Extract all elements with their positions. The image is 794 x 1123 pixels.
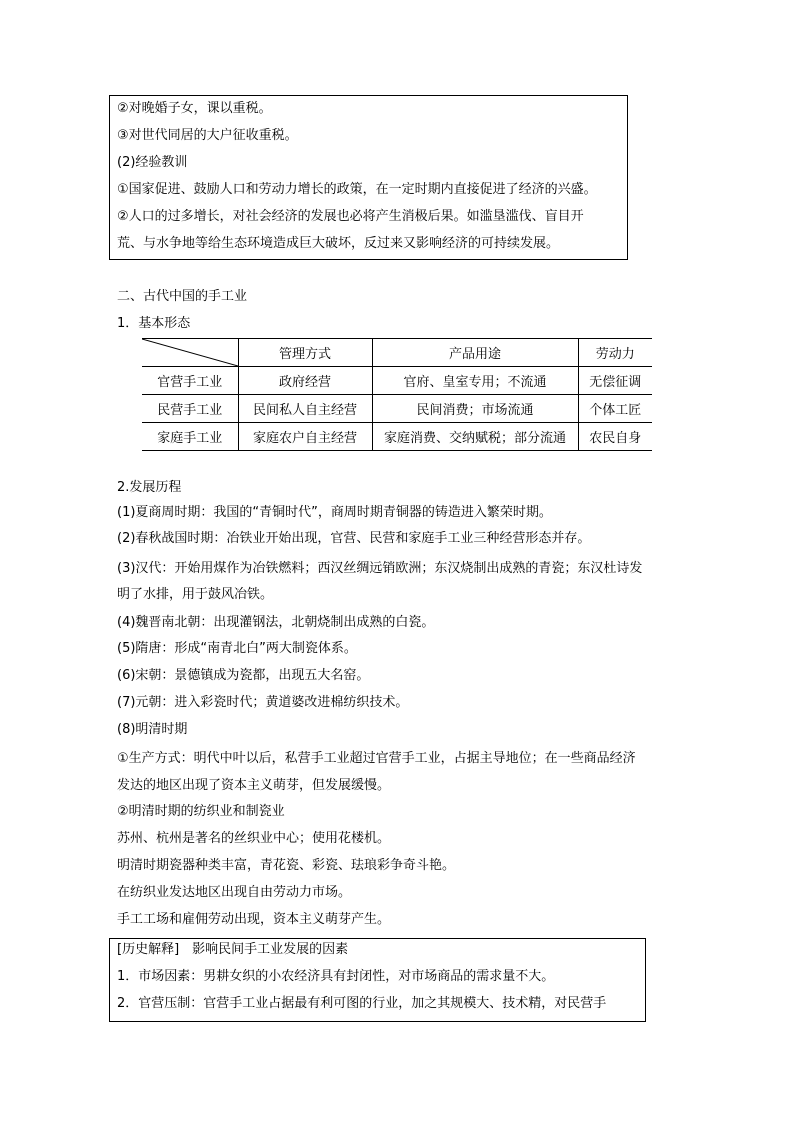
history-line: (2)春秋战国时期：冶铁业开始出现，官营、民营和家庭手工业三种经营形态并存。: [117, 531, 591, 546]
table-cell: 农民自身: [578, 423, 652, 451]
table-header-cell: 劳动力: [578, 339, 652, 367]
history-line: 在纺织业发达地区出现自由劳动力市场。: [117, 885, 352, 900]
explanation-line: 2．官营压制：官营手工业占据最有利可图的行业，加之其规模大、技术精，对民营手: [117, 996, 607, 1011]
subsection-title-history: 2.发展历程: [117, 480, 182, 495]
table-row-label: 民营手工业: [142, 395, 238, 423]
history-line: 明了水排，用于鼓风冶铁。: [117, 587, 274, 602]
table-cell: 政府经营: [238, 367, 372, 395]
history-line: 手工工场和雇佣劳动出现，资本主义萌芽产生。: [117, 912, 391, 927]
history-line: 明清时期瓷器种类丰富，青花瓷、彩瓷、珐琅彩争奇斗艳。: [117, 858, 456, 873]
history-line: (4)魏晋南北朝：出现灌钢法，北朝烧制出成熟的白瓷。: [117, 615, 435, 630]
table-corner-cell: [142, 339, 238, 367]
box-top-line-6: 荒、与水争地等给生态环境造成巨大破坏，反过来又影响经济的可持续发展。: [117, 236, 560, 251]
history-line: ①生产方式：明代中叶以后，私营手工业超过官营手工业，占据主导地位；在一些商品经济: [117, 751, 636, 766]
table-row-label: 官营手工业: [142, 367, 238, 395]
table-header-cell: 产品用途: [372, 339, 578, 367]
table-cell: 民间消费；市场流通: [372, 395, 578, 423]
box-top-line-4: ①国家促进、鼓励人口和劳动力增长的政策，在一定时期内直接促进了经济的兴盛。: [117, 182, 597, 197]
history-line: (5)隋唐：形成“南青北白”两大制瓷体系。: [117, 641, 357, 656]
table-row: [142, 423, 652, 451]
history-line: 发达的地区出现了资本主义萌芽，但发展缓慢。: [117, 778, 391, 793]
history-line: (8)明清时期: [117, 722, 188, 737]
history-line: (7)元朝：进入彩瓷时代；黄道婆改进棉纺织技术。: [117, 695, 409, 710]
table-cell: 民间私人自主经营: [238, 395, 372, 423]
handicraft-forms-table: [142, 338, 652, 451]
history-line: (3)汉代：开始用煤作为冶铁燃料；西汉丝绸远销欧洲；东汉烧制出成熟的青瓷；东汉杜诗发: [117, 561, 643, 576]
table-cell: 官府、皇室专用；不流通: [372, 367, 578, 395]
box-top-line-5: ②人口的过多增长，对社会经济的发展也必将产生消极后果。如滥垦滥伐、盲目开: [117, 209, 584, 224]
table-cell: 个体工匠: [578, 395, 652, 423]
table-header-cell: 管理方式: [238, 339, 372, 367]
explanation-line: 1．市场因素：男耕女织的小农经济具有封闭性，对市场商品的需求量不大。: [117, 969, 555, 984]
table-cell: 家庭消费、交纳赋税；部分流通: [372, 423, 578, 451]
table-row: [142, 367, 652, 395]
subsection-title-forms: 1．基本形态: [117, 316, 191, 331]
box-top-line-2: ③对世代同居的大户征收重税。: [117, 128, 298, 143]
explanation-title: [历史解释] 影响民间手工业发展的因素: [117, 942, 349, 957]
history-line: 苏州、杭州是著名的丝织业中心；使用花楼机。: [117, 831, 391, 846]
box-top-line-3: (2)经验教训: [117, 155, 188, 170]
history-line: (1)夏商周时期：我国的“青铜时代”，商周时期青铜器的铸造进入繁荣时期。: [117, 505, 552, 520]
table-cell: 无偿征调: [578, 367, 652, 395]
table-header-row: [142, 339, 652, 367]
table-row-label: 家庭手工业: [142, 423, 238, 451]
section-title: 二、古代中国的手工业: [117, 289, 248, 304]
history-line: (6)宋朝：景德镇成为瓷都，出现五大名窑。: [117, 668, 370, 683]
history-line: ②明清时期的纺织业和制瓷业: [117, 804, 285, 819]
table-row: [142, 395, 652, 423]
table-cell: 家庭农户自主经营: [238, 423, 372, 451]
box-top-line-1: ②对晚婚子女，课以重税。: [117, 101, 272, 116]
